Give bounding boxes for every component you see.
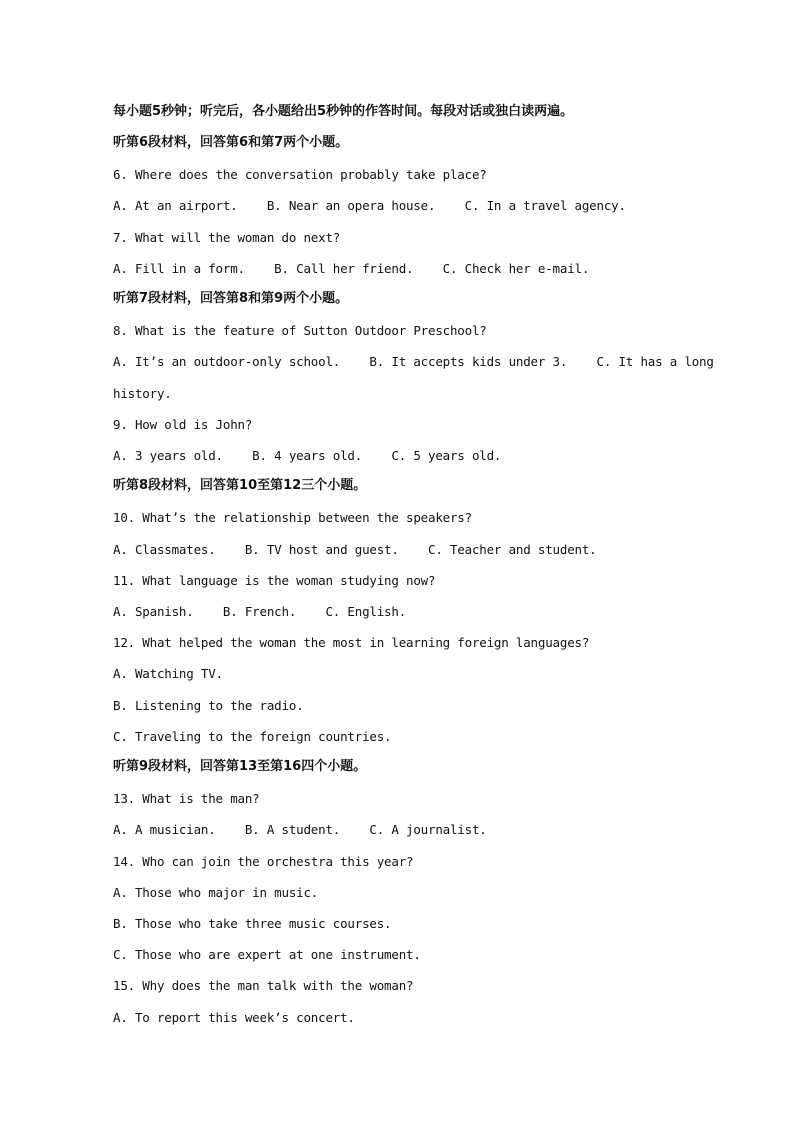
option-line: B. Listening to the radio. [113,698,304,713]
question-line: 14. Who can join the orchestra this year? [113,854,414,869]
option-line: B. Those who take three music courses. [113,916,392,931]
question-line: 12. What helped the woman the most in learning foreign languages? [113,635,590,650]
question-line: 11. What language is the woman studying now? [113,573,436,588]
option-line: C. Traveling to the foreign countries. [113,729,392,744]
option-line: A. Watching TV. [113,666,223,681]
option-line: A. To report this week’s concert. [113,1010,355,1025]
question-line: 15. Why does the man talk with the woman? [113,978,414,993]
section-heading: 听第8段材料，回答第10至第12三个小题。 [113,478,367,493]
options-line: A. Spanish. B. French. C. English. [113,604,407,619]
option-line: A. Those who major in music. [113,885,319,900]
section-heading: 听第6段材料，回答第6和第7两个小题。 [113,135,349,150]
question-line: 9. How old is John? [113,417,253,432]
options-line: A. It’s an outdoor-only school. B. It accepts kids under 3. C. It has a long [113,354,714,369]
question-line: 8. What is the feature of Sutton Outdoor Preschool? [113,323,487,338]
options-line: A. Classmates. B. TV host and guest. C. Teacher and student. [113,542,597,557]
section-heading: 听第7段材料，回答第8和第9两个小题。 [113,291,349,306]
options-line: A. Fill in a form. B. Call her friend. C. Check her e-mail. [113,261,590,276]
question-line: 7. What will the woman do next? [113,230,341,245]
section-heading: 听第9段材料，回答第13至第16四个小题。 [113,759,367,774]
section-instruction: 每小题5秒钟；听完后，各小题给出5秒钟的作答时间。每段对话或独白读两遍。 [113,104,574,119]
options-line: A. 3 years old. B. 4 years old. C. 5 years old. [113,448,502,463]
option-line: C. Those who are expert at one instrument. [113,947,421,962]
question-line: 10. What’s the relationship between the speakers? [113,510,472,525]
options-line: A. At an airport. B. Near an opera house. C. In a travel agency. [113,198,626,213]
question-line: 13. What is the man? [113,791,260,806]
options-continuation: history. [113,386,172,401]
options-line: A. A musician. B. A student. C. A journalist. [113,822,487,837]
question-line: 6. Where does the conversation probably take place? [113,167,487,182]
